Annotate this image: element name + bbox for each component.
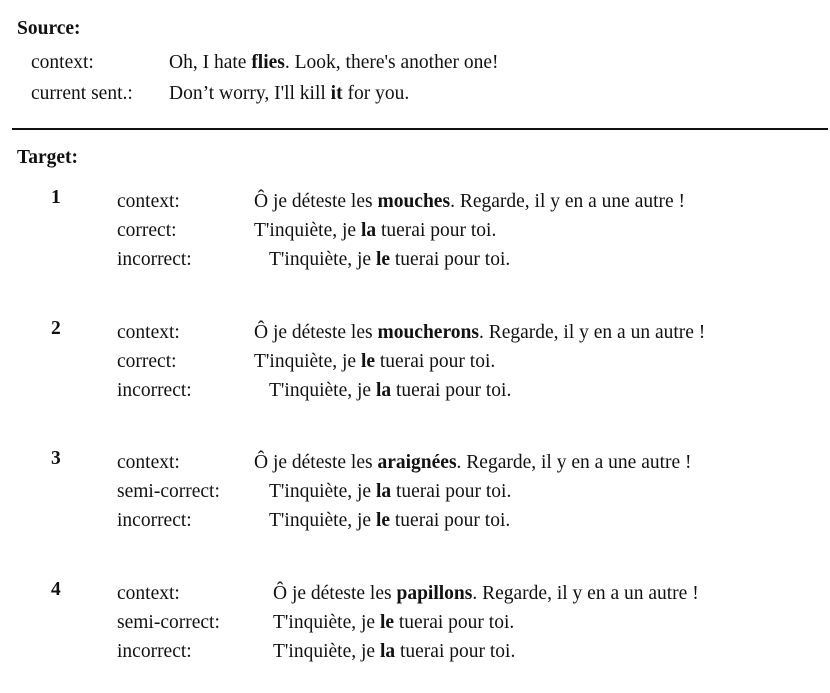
- highlight-word: la: [375, 380, 392, 401]
- row-label: correct:: [117, 220, 177, 241]
- row-text: Don’t worry, I'll kill it for you.: [169, 83, 410, 104]
- row-text: T'inquiète, je la tuerai pour toi.: [269, 481, 512, 502]
- row-label: context:: [117, 322, 180, 343]
- row-text: Ô je déteste les papillons. Regarde, il y en a un autre !: [273, 583, 699, 604]
- highlight-word: moucherons: [377, 322, 479, 343]
- highlight-word: papillons: [396, 583, 473, 604]
- highlight-word: flies: [251, 52, 285, 73]
- highlight-word: mouches: [377, 191, 451, 212]
- highlight-word: le: [379, 612, 395, 633]
- row-text: T'inquiète, je le tuerai pour toi.: [269, 249, 511, 270]
- row-label: correct:: [117, 351, 177, 372]
- highlight-word: le: [360, 351, 376, 372]
- row-label: incorrect:: [117, 510, 192, 531]
- highlight-word: le: [375, 249, 391, 270]
- section-divider: [12, 128, 828, 130]
- row-text: Oh, I hate flies. Look, there's another one!: [169, 52, 499, 73]
- highlight-word: la: [375, 481, 392, 502]
- row-text: T'inquiète, je le tuerai pour toi.: [254, 351, 496, 372]
- row-label: context:: [31, 52, 94, 73]
- highlight-word: la: [360, 220, 377, 241]
- highlight-word: la: [379, 641, 396, 662]
- row-label: context:: [117, 452, 180, 473]
- row-text: T'inquiète, je la tuerai pour toi.: [269, 380, 512, 401]
- target-heading: Target:: [17, 147, 79, 168]
- highlight-word: araignées: [377, 452, 457, 473]
- row-label: incorrect:: [117, 380, 192, 401]
- highlight-word: it: [330, 83, 343, 104]
- example-number: 4: [51, 579, 61, 600]
- row-label: context:: [117, 191, 180, 212]
- row-text: T'inquiète, je la tuerai pour toi.: [273, 641, 516, 662]
- example-number: 2: [51, 318, 61, 339]
- row-label: semi-correct:: [117, 481, 220, 502]
- row-label: incorrect:: [117, 641, 192, 662]
- row-text: T'inquiète, je le tuerai pour toi.: [269, 510, 511, 531]
- example-number: 1: [51, 187, 61, 208]
- row-text: T'inquiète, je le tuerai pour toi.: [273, 612, 515, 633]
- row-label: semi-correct:: [117, 612, 220, 633]
- source-heading: Source:: [17, 18, 81, 39]
- row-text: Ô je déteste les araignées. Regarde, il y en a une autre !: [254, 452, 692, 473]
- example-number: 3: [51, 448, 61, 469]
- row-label: current sent.:: [31, 83, 133, 104]
- row-label: incorrect:: [117, 249, 192, 270]
- row-label: context:: [117, 583, 180, 604]
- row-text: T'inquiète, je la tuerai pour toi.: [254, 220, 497, 241]
- row-text: Ô je déteste les moucherons. Regarde, il y en a un autre !: [254, 322, 706, 343]
- row-text: Ô je déteste les mouches. Regarde, il y en a une autre !: [254, 191, 686, 212]
- highlight-word: le: [375, 510, 391, 531]
